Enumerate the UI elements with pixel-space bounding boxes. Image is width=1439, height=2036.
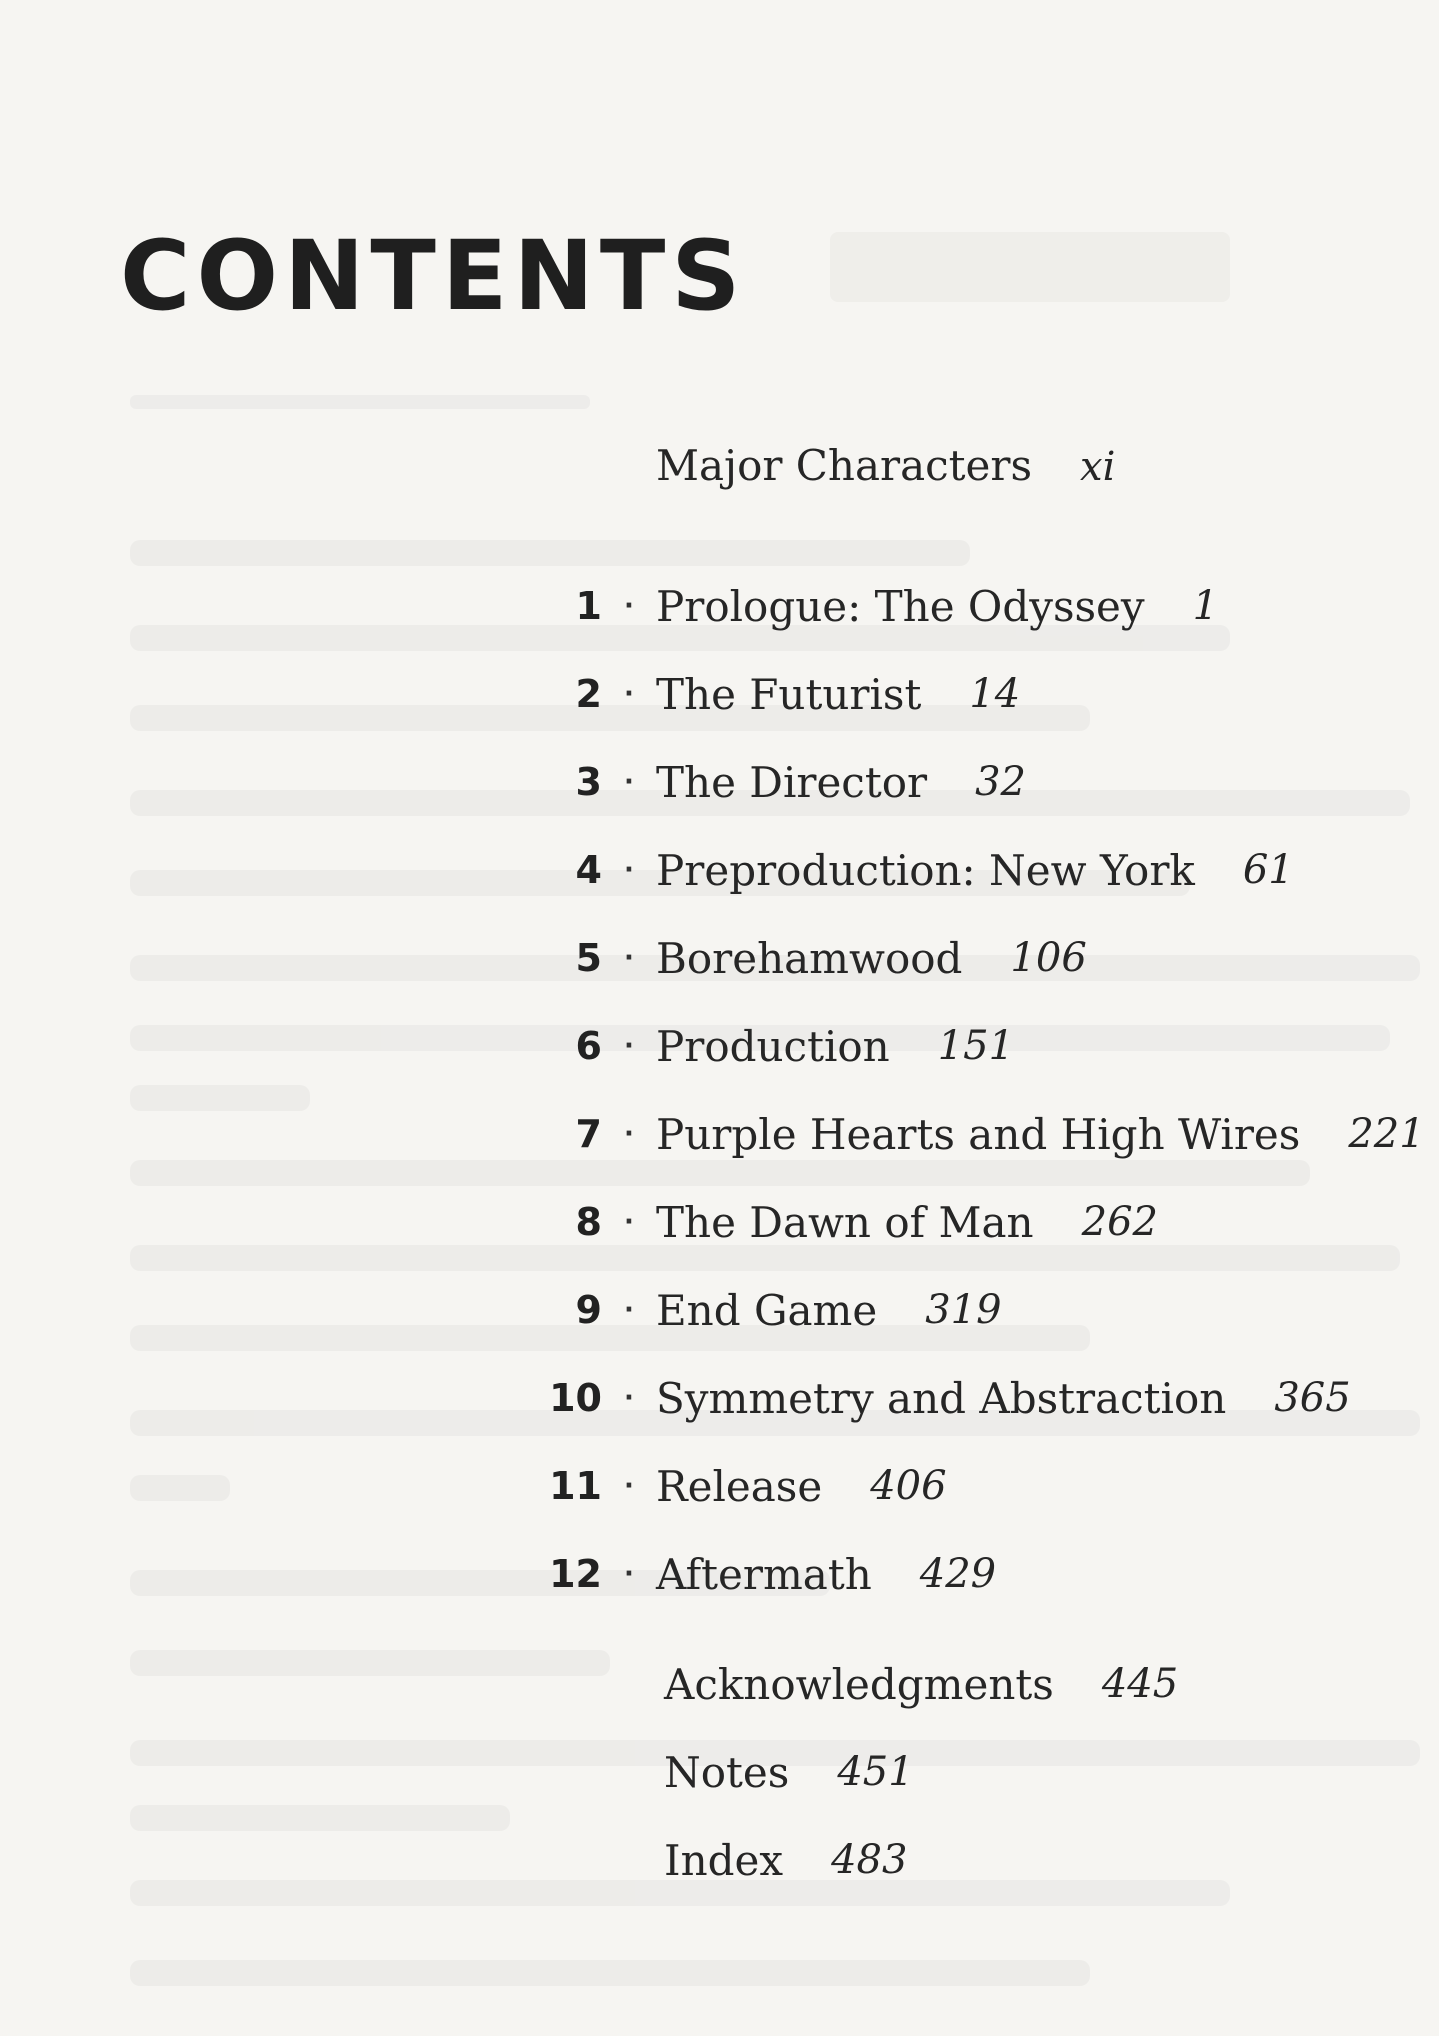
chapter-entry (530, 1354, 1430, 1442)
chapter-page: 1 (1192, 583, 1219, 629)
back-matter-title: Notes (664, 1747, 790, 1797)
chapter-number: 9 (575, 1288, 602, 1332)
chapter-title: The Dawn of Man (656, 1197, 1034, 1247)
chapter-entry (530, 914, 1430, 1002)
chapter-title: End Game (656, 1285, 878, 1335)
chapter-title: Prologue: The Odyssey (656, 581, 1145, 631)
separator-dot: · (624, 1559, 634, 1589)
separator-dot: · (624, 591, 634, 621)
chapter-number: 7 (575, 1112, 602, 1156)
back-matter-entry (664, 1816, 1178, 1904)
chapter-title: The Futurist (656, 669, 922, 719)
separator-dot: · (624, 767, 634, 797)
chapter-title: Preproduction: New York (656, 845, 1195, 895)
separator-dot: · (624, 1031, 634, 1061)
back-matter-entry (664, 1728, 1178, 1816)
chapter-page: 429 (919, 1551, 997, 1597)
chapter-title: The Director (656, 757, 928, 807)
chapter-entry (530, 1530, 1430, 1618)
chapter-entry (530, 650, 1430, 738)
chapter-entry (530, 1266, 1430, 1354)
chapter-page: 61 (1242, 847, 1294, 893)
chapter-entry (530, 1178, 1430, 1266)
chapter-list (530, 562, 1430, 1618)
separator-dot: · (624, 1207, 634, 1237)
chapter-entry (530, 1002, 1430, 1090)
separator-dot: · (624, 1119, 634, 1149)
chapter-page: 406 (870, 1463, 947, 1509)
chapter-number: 12 (549, 1552, 602, 1596)
back-matter-page: 483 (831, 1837, 908, 1883)
front-matter-entry (656, 440, 1115, 493)
chapter-number: 10 (549, 1376, 602, 1420)
back-matter-list (664, 1640, 1178, 1904)
front-matter-title: Major Characters (656, 441, 1033, 490)
chapter-title: Release (656, 1461, 823, 1511)
chapter-page: 106 (1010, 935, 1087, 981)
chapter-page: 151 (937, 1023, 1015, 1069)
separator-dot: · (624, 1295, 634, 1325)
chapter-number: 3 (575, 760, 602, 804)
chapter-page: 32 (975, 759, 1026, 805)
separator-dot: · (624, 943, 634, 973)
separator-dot: · (624, 855, 634, 885)
chapter-number: 11 (549, 1464, 602, 1508)
chapter-page: 319 (925, 1287, 1002, 1333)
front-matter-page: xi (1080, 444, 1116, 490)
chapter-title: Borehamwood (656, 933, 963, 983)
chapter-title: Aftermath (656, 1549, 872, 1599)
chapter-entry (530, 562, 1430, 650)
chapter-page: 365 (1274, 1375, 1351, 1421)
chapter-page: 221 (1348, 1111, 1425, 1157)
chapter-entry (530, 1442, 1430, 1530)
contents-heading: CONTENTS (120, 220, 747, 332)
chapter-number: 2 (575, 672, 602, 716)
chapter-number: 4 (575, 848, 602, 892)
chapter-entry (530, 1090, 1430, 1178)
chapter-number: 6 (575, 1024, 602, 1068)
chapter-number: 8 (575, 1200, 602, 1244)
separator-dot: · (624, 1471, 634, 1501)
back-matter-page: 445 (1101, 1661, 1179, 1707)
back-matter-title: Acknowledgments (664, 1659, 1054, 1709)
chapter-title: Symmetry and Abstraction (656, 1373, 1227, 1423)
chapter-number: 1 (575, 584, 602, 628)
chapter-page: 262 (1081, 1199, 1158, 1245)
back-matter-title: Index (664, 1835, 784, 1885)
separator-dot: · (624, 1383, 634, 1413)
chapter-number: 5 (575, 936, 602, 980)
back-matter-page: 451 (837, 1749, 914, 1795)
chapter-page: 14 (969, 671, 1021, 717)
chapter-title: Purple Hearts and High Wires (656, 1109, 1301, 1159)
chapter-entry (530, 738, 1430, 826)
chapter-entry (530, 826, 1430, 914)
back-matter-entry (664, 1640, 1178, 1728)
separator-dot: · (624, 679, 634, 709)
chapter-title: Production (656, 1021, 890, 1071)
